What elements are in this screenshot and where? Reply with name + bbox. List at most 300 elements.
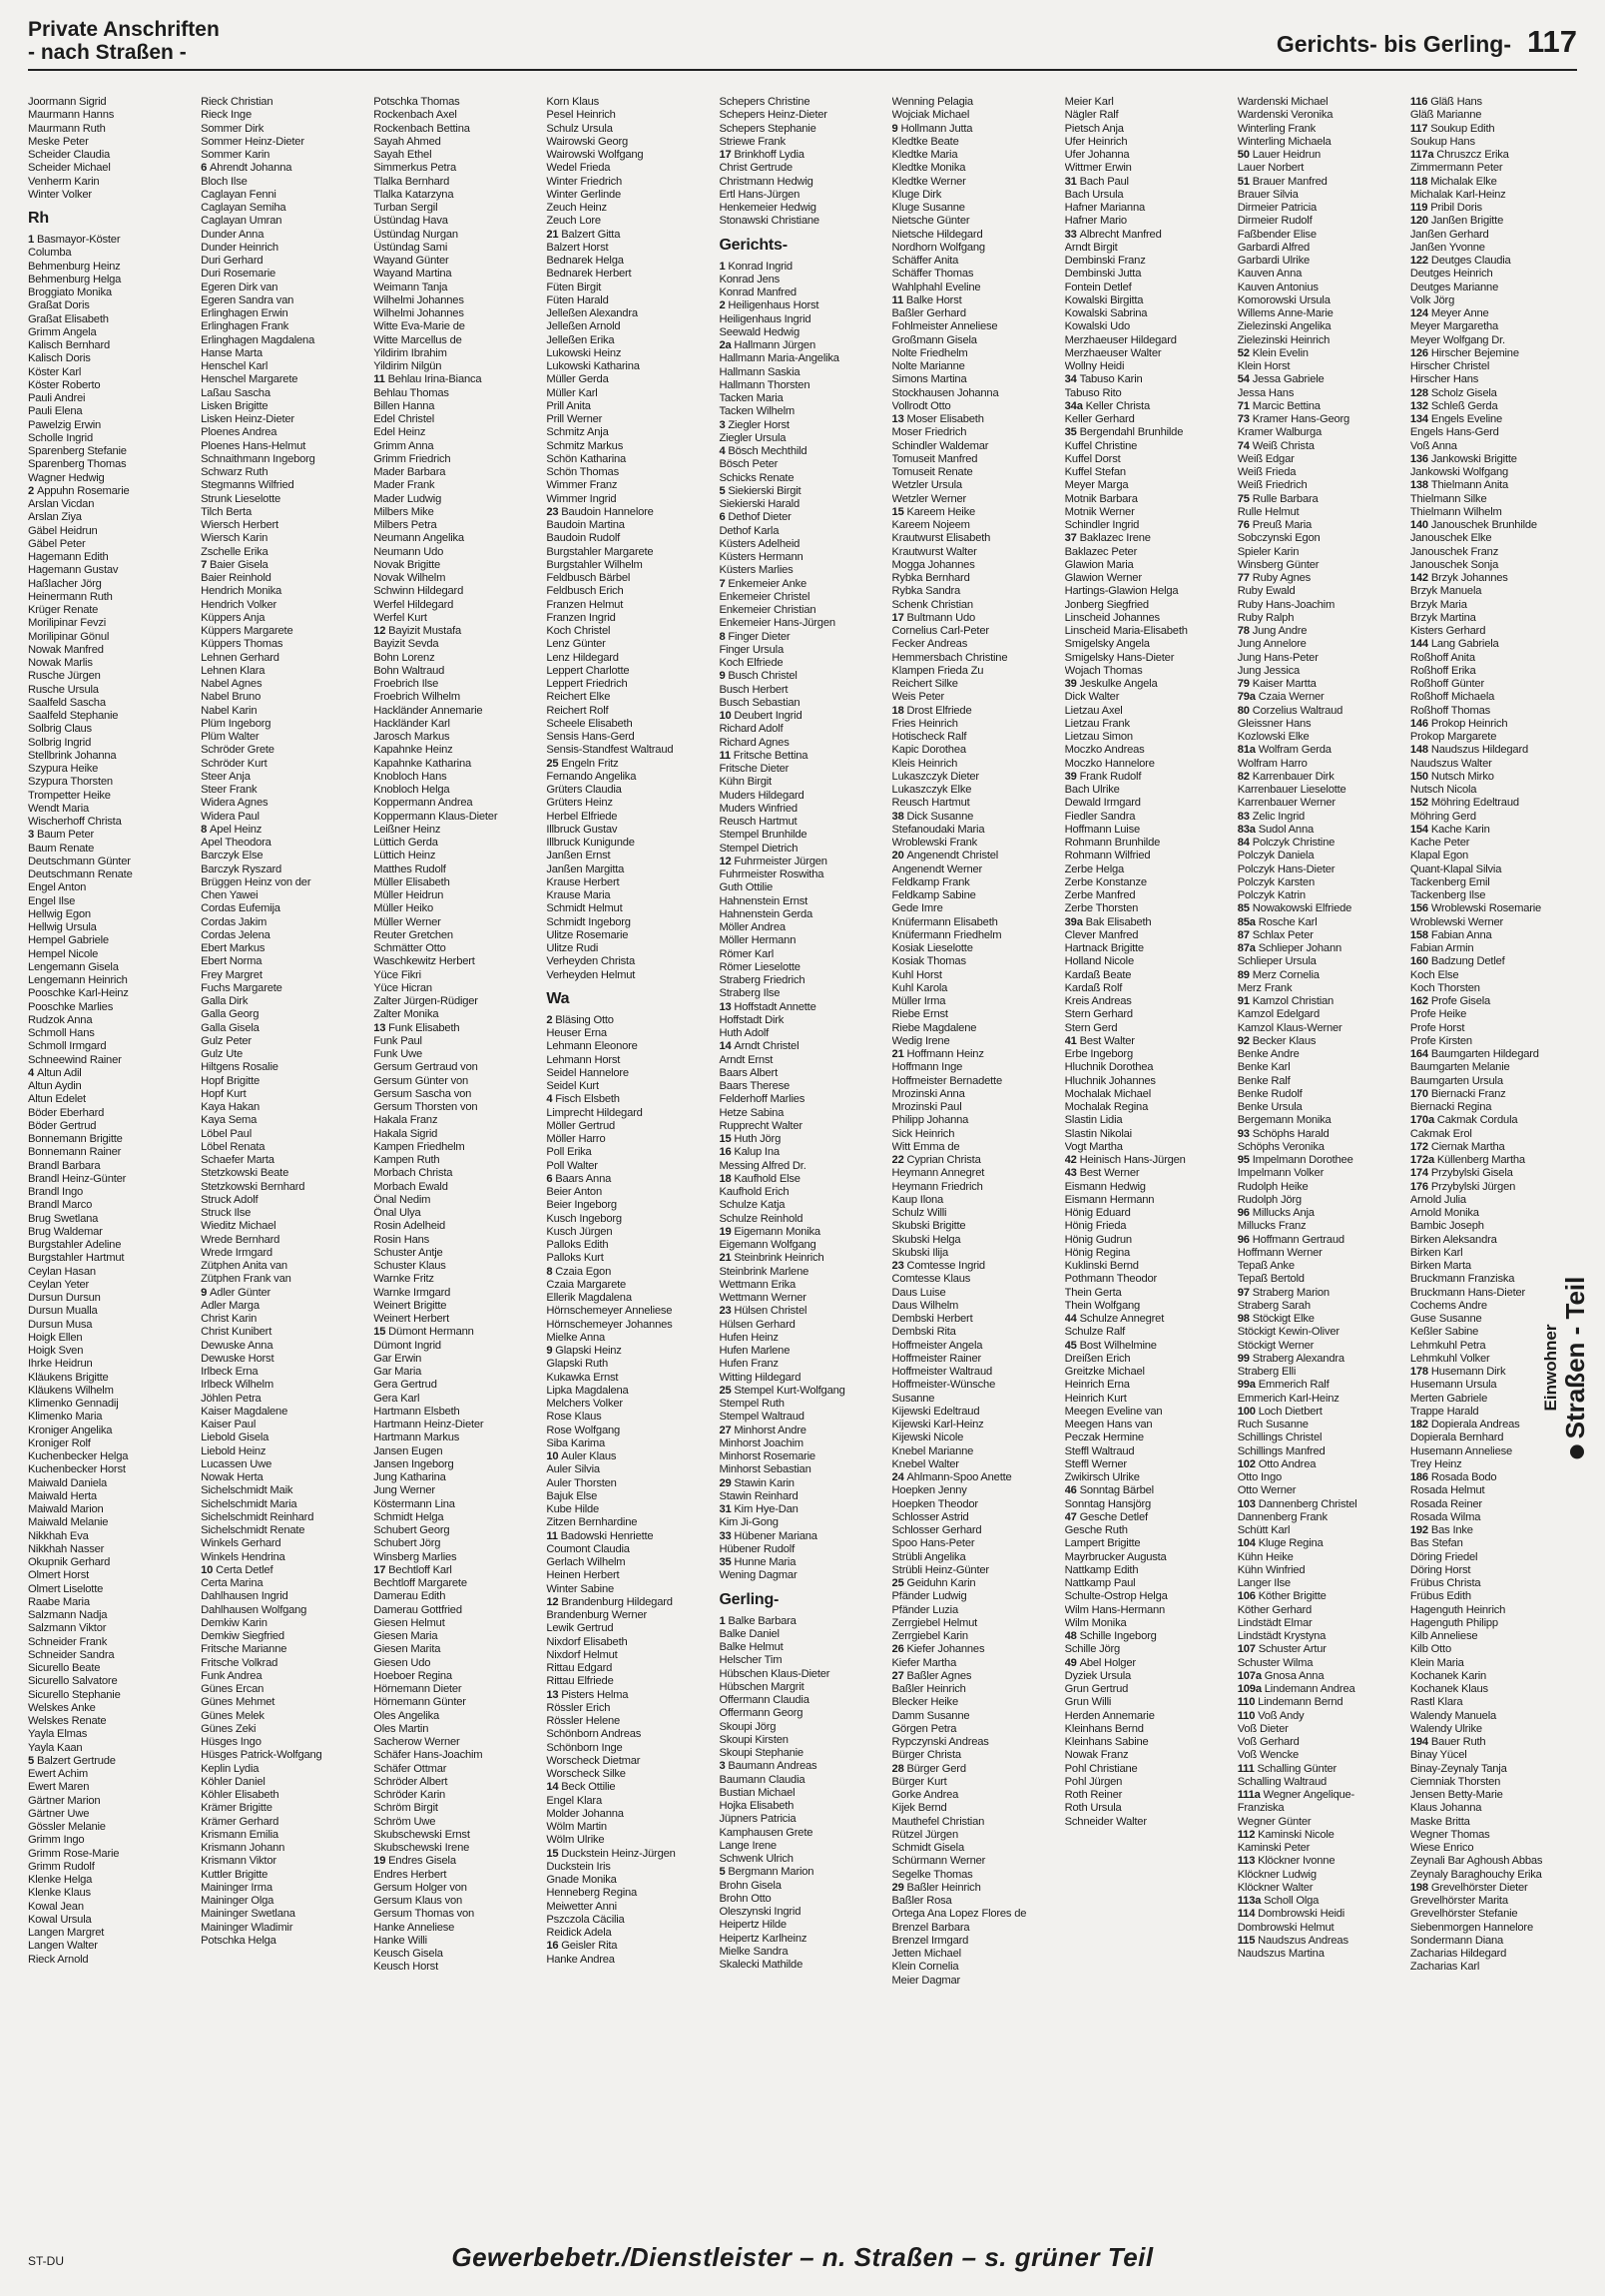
- house-number: 109a: [1237, 1683, 1265, 1695]
- directory-entry: Deutschmann Günter: [28, 855, 131, 867]
- directory-entry: Winter Volker: [28, 188, 92, 201]
- house-number: 31: [719, 1503, 735, 1515]
- directory-entry: Witt Emma de: [891, 1140, 960, 1153]
- directory-column: [1410, 96, 1577, 2214]
- directory-entry: Vollrodt Otto: [891, 399, 951, 412]
- directory-entry: Zschelle Erika: [201, 545, 268, 558]
- directory-entry: Fuhrmeister Roswitha: [719, 868, 824, 880]
- directory-entry: Günes Melek: [201, 1709, 265, 1722]
- house-number: 38: [891, 810, 907, 823]
- directory-entry: Maininger Olga: [201, 1895, 274, 1907]
- directory-entry: Weiß Edgar: [1237, 452, 1295, 465]
- directory-entry: Hönig Gudrun: [1064, 1233, 1132, 1246]
- directory-entry: Brenzel Barbara: [891, 1921, 970, 1934]
- directory-entry: Fuchs Margarete: [201, 981, 282, 994]
- directory-entry: Finger Ursula: [719, 643, 784, 656]
- directory-entry: Waschkewitz Herbert: [373, 955, 475, 968]
- directory-entry: Schepers Christine: [719, 96, 810, 108]
- directory-entry: Grimm Angela: [28, 325, 97, 338]
- house-number: 1: [719, 260, 729, 273]
- house-number: 102: [1237, 1457, 1259, 1470]
- directory-entry: Feldkamp Frank: [891, 875, 970, 888]
- directory-entry: Wiese Enrico: [1409, 1842, 1474, 1854]
- house-number: 107: [1237, 1643, 1259, 1656]
- directory-entry: Baumgarten Melanie: [1409, 1061, 1510, 1074]
- directory-entry: Beier Ingeborg: [546, 1199, 617, 1212]
- directory-entry: Klein Cornelia: [891, 1961, 959, 1974]
- directory-entry: Behmenburg Heinz: [28, 260, 121, 273]
- directory-entry: Jöhlen Petra: [201, 1392, 262, 1405]
- directory-entry: Milbers Petra: [373, 519, 437, 531]
- house-number: 47: [1064, 1510, 1080, 1523]
- directory-entry: Schepers Stephanie: [719, 122, 816, 135]
- directory-entry: Mochalak Michael: [1064, 1087, 1151, 1100]
- directory-entry: Kusch Ingeborg: [546, 1212, 622, 1225]
- house-number: 15: [373, 1326, 389, 1339]
- directory-entry: 18 Kaufhold Else: [719, 1172, 801, 1185]
- directory-entry: Sichelschmidt Renate: [201, 1524, 305, 1536]
- house-number: 198: [1409, 1881, 1431, 1894]
- directory-entry: Reuter Gretchen: [373, 928, 453, 941]
- directory-entry: Husemann Anneliese: [1409, 1444, 1513, 1457]
- directory-entry: Hoffmann Luise: [1064, 823, 1141, 836]
- directory-entry: Nietsche Günter: [891, 215, 970, 228]
- directory-entry: 117a Chruszcz Erika: [1409, 149, 1509, 161]
- directory-entry: Rohmann Wilfried: [1064, 850, 1151, 862]
- directory-entry: Müller Heidrun: [373, 889, 444, 901]
- house-number: 194: [1409, 1736, 1431, 1748]
- directory-entry: 41 Best Walter: [1064, 1034, 1135, 1047]
- directory-entry: Dunder Heinrich: [201, 241, 278, 254]
- directory-entry: Baumann Claudia: [719, 1773, 805, 1786]
- directory-entry: Graßat Doris: [28, 299, 90, 312]
- directory-entry: 146 Prokop Heinrich: [1409, 717, 1508, 730]
- directory-entry: 107 Schuster Artur: [1237, 1643, 1327, 1656]
- directory-entry: Schmidt Helga: [373, 1510, 444, 1523]
- directory-entry: Schröder Grete: [201, 744, 274, 757]
- directory-entry: 164 Baumgarten Hildegard: [1409, 1048, 1539, 1060]
- house-number: 126: [1409, 346, 1431, 359]
- page-number: 117: [1526, 24, 1577, 59]
- directory-entry: Sayah Ethel: [373, 149, 432, 161]
- header-right: [1277, 24, 1577, 60]
- directory-entry: Weinert Herbert: [373, 1313, 449, 1325]
- directory-entry: Galla Dirk: [201, 995, 249, 1007]
- directory-entry: 89 Merz Cornelia: [1237, 968, 1320, 981]
- directory-entry: Angenendt Werner: [891, 862, 983, 875]
- house-number: 14: [719, 1040, 735, 1053]
- directory-entry: Zielezinski Angelika: [1237, 320, 1332, 333]
- house-number: 115: [1237, 1934, 1259, 1947]
- directory-entry: Schäffer Anita: [891, 255, 959, 267]
- header-left: [28, 18, 220, 64]
- directory-entry: Hallmann Maria-Angelika: [719, 352, 839, 365]
- directory-entry: Limprecht Hildegard: [546, 1106, 643, 1119]
- directory-entry: 28 Bürger Gerd: [891, 1762, 966, 1775]
- house-number: 106: [1237, 1590, 1259, 1603]
- directory-entry: Komorowski Ursula: [1237, 293, 1331, 306]
- directory-entry: 17 Brinkhoff Lydia: [719, 149, 804, 161]
- directory-entry: Jansen Ingeborg: [373, 1457, 454, 1470]
- house-number: 17: [891, 611, 907, 624]
- directory-entry: Baklazec Peter: [1064, 545, 1138, 558]
- directory-entry: Möller Gertrud: [546, 1119, 616, 1132]
- house-number: 146: [1409, 717, 1431, 730]
- directory-entry: Gäbel Heidrun: [28, 524, 98, 537]
- directory-entry: Kuhl Karola: [891, 981, 948, 994]
- directory-entry: Schmidt Ingeborg: [546, 915, 631, 928]
- directory-entry: Hagemann Gustav: [28, 564, 119, 577]
- directory-entry: Spieler Karin: [1237, 545, 1300, 558]
- house-number: 164: [1409, 1048, 1431, 1060]
- directory-entry: Reichert Rolf: [546, 704, 609, 717]
- directory-entry: Kauven Antonius: [1237, 281, 1319, 293]
- directory-entry: Nowak Manfred: [28, 643, 104, 656]
- directory-entry: Wölm Martin: [546, 1821, 607, 1833]
- directory-entry: Füten Birgit: [546, 281, 602, 293]
- directory-entry: Kube Hilde: [546, 1503, 600, 1515]
- directory-entry: Oles Martin: [373, 1722, 429, 1735]
- directory-entry: Kaya Sema: [201, 1114, 258, 1127]
- directory-entry: Tacken Wilhelm: [719, 405, 795, 418]
- directory-entry: Ewert Maren: [28, 1781, 90, 1794]
- directory-entry: 97 Straberg Marion: [1237, 1286, 1330, 1299]
- directory-entry: Witting Hildegard: [719, 1371, 802, 1384]
- directory-entry: Hallmann Thorsten: [719, 378, 810, 391]
- directory-entry: Otto Werner: [1237, 1484, 1297, 1497]
- directory-column: [1238, 96, 1404, 2214]
- directory-entry: 99 Straberg Alexandra: [1237, 1352, 1344, 1365]
- directory-entry: Hotischeck Ralf: [891, 731, 967, 743]
- directory-entry: Deutges Marianne: [1409, 281, 1499, 293]
- directory-entry: Potschka Helga: [201, 1934, 276, 1947]
- directory-entry: Kuffel Christine: [1064, 439, 1138, 452]
- directory-entry: Garbardi Ulrike: [1237, 255, 1310, 267]
- directory-entry: Dursun Musa: [28, 1318, 93, 1331]
- directory-entry: Winter Friedrich: [546, 175, 623, 188]
- directory-entry: Striewe Frank: [719, 135, 786, 148]
- directory-entry: Koppermann Klaus-Dieter: [373, 810, 498, 823]
- directory-entry: Pszczola Cäcilia: [546, 1913, 625, 1926]
- directory-entry: Fiedler Sandra: [1064, 810, 1136, 823]
- directory-entry: Husemann Ursula: [1409, 1379, 1497, 1392]
- house-number: 107a: [1237, 1669, 1265, 1682]
- directory-entry: Hörnschemeyer Johannes: [546, 1318, 673, 1331]
- directory-entry: Zütphen Frank van: [201, 1273, 291, 1286]
- directory-entry: Morilipinar Gönul: [28, 630, 110, 643]
- directory-entry: Knobloch Helga: [373, 784, 450, 796]
- directory-entry: Saalfeld Sascha: [28, 696, 106, 709]
- directory-entry: 35 Hunne Maria: [719, 1556, 797, 1568]
- directory-entry: Schwenk Ulrich: [719, 1853, 794, 1865]
- house-number: 80: [1237, 704, 1253, 717]
- directory-entry: Adler Marga: [201, 1299, 260, 1312]
- directory-entry: Strunk Lieselotte: [201, 492, 281, 505]
- directory-entry: Krämer Gerhard: [201, 1815, 279, 1828]
- directory-entry: Roth Ursula: [1064, 1802, 1122, 1815]
- directory-entry: 26 Kiefer Johannes: [891, 1643, 985, 1656]
- directory-entry: Henneberg Regina: [546, 1887, 638, 1900]
- directory-entry: Yüce Hicran: [373, 981, 432, 994]
- directory-entry: Kijewski Nicole: [891, 1432, 964, 1444]
- directory-entry: Straberg Elli: [1237, 1366, 1297, 1378]
- directory-entry: 100 Loch Dietbert: [1237, 1405, 1323, 1418]
- house-number: 48: [1064, 1630, 1080, 1642]
- directory-entry: Nabel Agnes: [201, 678, 263, 690]
- directory-entry: 75 Rulle Barbara: [1237, 492, 1319, 505]
- directory-entry: Reidick Adela: [546, 1927, 612, 1939]
- directory-entry: Michalak Karl-Heinz: [1409, 188, 1506, 201]
- directory-entry: Ziegler Ursula: [719, 431, 787, 444]
- directory-entry: Felderhoff Marlies: [719, 1093, 805, 1106]
- directory-entry: Meier Karl: [1064, 96, 1114, 108]
- directory-entry: Wedig Irene: [891, 1034, 950, 1047]
- directory-entry: Ertl Hans-Jürgen: [719, 188, 801, 201]
- directory-entry: Fritsche Dieter: [719, 763, 790, 775]
- directory-entry: Hemmersbach Christine: [891, 651, 1008, 664]
- directory-entry: Arslan Vicdan: [28, 498, 95, 510]
- directory-entry: Henschel Karl: [201, 360, 268, 372]
- directory-entry: Benke Ursula: [1237, 1101, 1303, 1113]
- directory-entry: Nietsche Hildegard: [891, 228, 983, 241]
- directory-entry: Trappe Harald: [1409, 1405, 1479, 1418]
- directory-entry: Grimm Friedrich: [373, 452, 451, 465]
- directory-entry: Profe Heike: [1409, 1008, 1467, 1021]
- directory-entry: Prill Werner: [546, 413, 603, 425]
- directory-entry: Ploenes Andrea: [201, 426, 277, 439]
- directory-entry: 93 Schöphs Harald: [1237, 1127, 1330, 1140]
- directory-entry: Janßen Margitta: [546, 862, 625, 875]
- directory-entry: Lucassen Uwe: [201, 1457, 272, 1470]
- house-number: 9: [546, 1345, 556, 1357]
- directory-entry: Zerbe Manfred: [1064, 889, 1136, 901]
- directory-entry: Tepaß Bertold: [1237, 1273, 1305, 1286]
- directory-entry: Schlosser Astrid: [891, 1510, 969, 1523]
- directory-entry: Cordas Eufemija: [201, 902, 280, 915]
- directory-entry: Sicurello Salvatore: [28, 1675, 118, 1688]
- directory-column: [373, 96, 540, 2214]
- directory-entry: Sensis-Standfest Waltraud: [546, 744, 674, 757]
- directory-entry: 9 Hollmann Jutta: [891, 122, 973, 135]
- directory-entry: Arndt Birgit: [1064, 241, 1118, 254]
- directory-entry: Nowak Franz: [1064, 1749, 1129, 1762]
- directory-entry: Schönborn Andreas: [546, 1728, 642, 1741]
- directory-entry: Rössler Erich: [546, 1701, 611, 1714]
- directory-entry: Krämer Brigitte: [201, 1802, 272, 1815]
- directory-entry: Thielmann Silke: [1409, 492, 1487, 505]
- directory-entry: Hoepken Theodor: [891, 1497, 978, 1510]
- directory-entry: Brug Waldemar: [28, 1225, 103, 1238]
- directory-entry: Yayla Kaan: [28, 1741, 83, 1754]
- directory-entry: Dunder Anna: [201, 228, 265, 241]
- directory-entry: Chen Yawei: [201, 889, 259, 901]
- directory-entry: Hülsen Gerhard: [719, 1318, 796, 1331]
- directory-entry: Kuhl Horst: [891, 968, 942, 981]
- directory-entry: Winkels Hendrina: [201, 1550, 285, 1563]
- house-number: 103: [1237, 1497, 1259, 1510]
- directory-entry: Rose Wolfgang: [546, 1424, 621, 1436]
- house-number: 76: [1237, 519, 1253, 531]
- directory-entry: Egeren Dirk van: [201, 281, 278, 293]
- house-number: 35: [719, 1556, 735, 1568]
- house-number: 13: [373, 1021, 389, 1034]
- directory-entry: Tacken Maria: [719, 392, 784, 404]
- directory-entry: Yildirim Ibrahim: [373, 346, 447, 359]
- directory-entry: Solbrig Claus: [28, 723, 92, 736]
- directory-entry: Wischerhoff Christa: [28, 816, 122, 828]
- directory-entry: Klimenko Maria: [28, 1411, 103, 1424]
- directory-entry: Mielke Anna: [546, 1331, 606, 1344]
- house-number: 2: [719, 299, 729, 312]
- directory-entry: Glapski Ruth: [546, 1358, 608, 1371]
- directory-entry: Polczyk Katrin: [1237, 889, 1306, 901]
- house-number: 74: [1237, 439, 1253, 452]
- directory-entry: 34 Tabuso Karin: [1064, 373, 1143, 386]
- directory-entry: Behlau Thomas: [373, 386, 449, 399]
- directory-entry: Reusch Hartmut: [891, 797, 970, 810]
- house-number: 110: [1237, 1709, 1259, 1722]
- house-number: 11: [719, 749, 734, 762]
- directory-entry: Schneewind Rainer: [28, 1053, 122, 1066]
- directory-entry: Slastin Lidia: [1064, 1114, 1123, 1127]
- directory-entry: 16 Kalup Ina: [719, 1146, 780, 1159]
- directory-entry: 158 Fabian Anna: [1409, 928, 1492, 941]
- directory-entry: Üstündag Nurgan: [373, 228, 458, 241]
- directory-entry: Kläukens Wilhelm: [28, 1384, 114, 1397]
- directory-entry: Nattkamp Edith: [1064, 1563, 1139, 1576]
- directory-entry: 148 Naudszus Hildegard: [1409, 744, 1529, 757]
- directory-entry: Hoffmeister Waltraud: [891, 1366, 992, 1378]
- directory-entry: Fecker Andreas: [891, 638, 968, 651]
- directory-entry: Ufer Johanna: [1064, 149, 1130, 161]
- directory-entry: Mader Barbara: [373, 466, 446, 478]
- directory-entry: Offermann Georg: [719, 1707, 803, 1720]
- directory-entry: 9 Glapski Heinz: [546, 1345, 622, 1357]
- directory-entry: Janouschek Elke: [1409, 532, 1492, 545]
- directory-entry: Rössler Helene: [546, 1715, 621, 1727]
- directory-entry: Nutsch Nicola: [1409, 784, 1477, 796]
- directory-entry: Ruby Ewald: [1237, 585, 1296, 598]
- directory-entry: Brzyk Manuela: [1409, 585, 1482, 598]
- directory-entry: Meyer Marga: [1064, 479, 1129, 492]
- directory-entry: Wieditz Michael: [201, 1220, 276, 1233]
- house-number: 96: [1237, 1233, 1253, 1246]
- directory-entry: 22 Cyprian Christa: [891, 1154, 981, 1166]
- directory-entry: Herden Annemarie: [1064, 1709, 1155, 1722]
- house-number: 26: [891, 1643, 907, 1656]
- directory-entry: Zütphen Anita van: [201, 1260, 287, 1272]
- directory-entry: 95 Impelmann Dorothee: [1237, 1154, 1353, 1166]
- directory-entry: 12 Bayizit Mustafa: [373, 625, 462, 637]
- directory-entry: Steffl Waltraud: [1064, 1444, 1135, 1457]
- directory-entry: Brandl Barbara: [28, 1159, 101, 1172]
- directory-entry: Garbardi Alfred: [1237, 241, 1311, 254]
- directory-entry: 6 Dethof Dieter: [719, 511, 792, 524]
- directory-entry: Wiersch Karin: [201, 532, 268, 545]
- directory-entry: Guse Susanne: [1409, 1313, 1482, 1325]
- directory-entry: Yüce Fikri: [373, 968, 421, 981]
- directory-entry: Lüttich Heinz: [373, 850, 436, 862]
- directory-entry: Liebold Heinz: [201, 1444, 267, 1457]
- directory-entry: Engel Ilse: [28, 894, 76, 907]
- directory-entry: Soukup Hans: [1409, 135, 1475, 148]
- directory-entry: Roth Reiner: [1064, 1789, 1123, 1801]
- directory-entry: Smigelsky Angela: [1064, 638, 1150, 651]
- directory-entry: Skalecki Mathilde: [719, 1959, 803, 1971]
- directory-entry: Stöckigt Werner: [1237, 1339, 1315, 1352]
- directory-entry: 112 Kaminski Nicole: [1237, 1828, 1335, 1841]
- directory-entry: 11 Fritsche Bettina: [719, 749, 808, 762]
- directory-entry: Winterling Michaela: [1237, 135, 1332, 148]
- directory-entry: Winsberg Günter: [1237, 558, 1320, 571]
- directory-entry: 29 Baßler Heinrich: [891, 1881, 981, 1894]
- directory-entry: Krause Maria: [546, 889, 611, 901]
- page-footer: [28, 2242, 1577, 2276]
- house-number: 25: [546, 757, 562, 770]
- directory-entry: Engels Hans-Gerd: [1409, 426, 1499, 439]
- directory-entry: 21 Steinbrink Heinrich: [719, 1252, 824, 1265]
- directory-entry: 3 Baumann Andreas: [719, 1760, 817, 1773]
- directory-entry: Dahlhausen Wolfgang: [201, 1603, 307, 1616]
- directory-entry: Baars Albert: [719, 1066, 778, 1079]
- directory-entry: Mielke Sandra: [719, 1945, 789, 1958]
- directory-entry: Trey Heinz: [1409, 1457, 1462, 1470]
- directory-entry: Wilm Hans-Hermann: [1064, 1603, 1166, 1616]
- house-number: 3: [719, 1760, 729, 1773]
- directory-entry: Lehmkuhl Volker: [1409, 1352, 1490, 1365]
- directory-entry: Erlinghagen Frank: [201, 320, 289, 333]
- directory-entry: Hendrich Volker: [201, 598, 277, 611]
- house-number: 11: [373, 373, 388, 386]
- directory-entry: Auler Silvia: [546, 1463, 600, 1476]
- directory-entry: Hönig Eduard: [1064, 1207, 1131, 1219]
- directory-entry: 107a Gnosa Anna: [1237, 1669, 1325, 1682]
- house-number: 42: [1064, 1154, 1080, 1166]
- directory-entry: Bechtloff Margarete: [373, 1577, 467, 1589]
- house-number: 17: [373, 1563, 389, 1576]
- directory-entry: Philipp Johanna: [891, 1114, 969, 1127]
- directory-entry: Günes Zeki: [201, 1722, 257, 1735]
- directory-entry: Bloch Ilse: [201, 175, 248, 188]
- directory-entry: Gar Erwin: [373, 1352, 422, 1365]
- directory-entry: Ruch Susanne: [1237, 1419, 1309, 1431]
- directory-entry: Eismann Hermann: [1064, 1193, 1155, 1206]
- directory-entry: Meyer Margaretha: [1409, 320, 1499, 333]
- directory-entry: Kampen Friedhelm: [373, 1140, 465, 1153]
- directory-entry: Janßen Ernst: [546, 850, 611, 862]
- directory-entry: Warnke Irmgard: [373, 1286, 451, 1299]
- directory-entry: Hakala Sigrid: [373, 1127, 438, 1140]
- page-title: Gerichts- bis Gerling-: [1276, 31, 1511, 57]
- directory-entry: Kroniger Angelika: [28, 1424, 113, 1436]
- bullet-dot-icon: [1570, 1444, 1584, 1458]
- directory-entry: Müller Irma: [891, 995, 946, 1007]
- directory-entry: Nikkhah Eva: [28, 1529, 89, 1542]
- directory-entry: 8 Apel Heinz: [201, 823, 263, 836]
- house-number: 9: [201, 1286, 211, 1299]
- directory-entry: Önal Nedim: [373, 1193, 431, 1206]
- house-number: 10: [719, 710, 735, 722]
- directory-entry: 119 Pribil Doris: [1409, 202, 1482, 214]
- directory-entry: 27 Minhorst Andre: [719, 1424, 806, 1436]
- house-number: 4: [28, 1066, 37, 1079]
- directory-entry: Hoigk Sven: [28, 1345, 84, 1357]
- directory-entry: Kowal Jean: [28, 1900, 84, 1913]
- directory-entry: Schön Katharina: [546, 452, 627, 465]
- directory-entry: Schröm Birgit: [373, 1802, 438, 1815]
- directory-entry: Kledtke Werner: [891, 175, 966, 188]
- directory-entry: Rosada Reiner: [1409, 1497, 1482, 1510]
